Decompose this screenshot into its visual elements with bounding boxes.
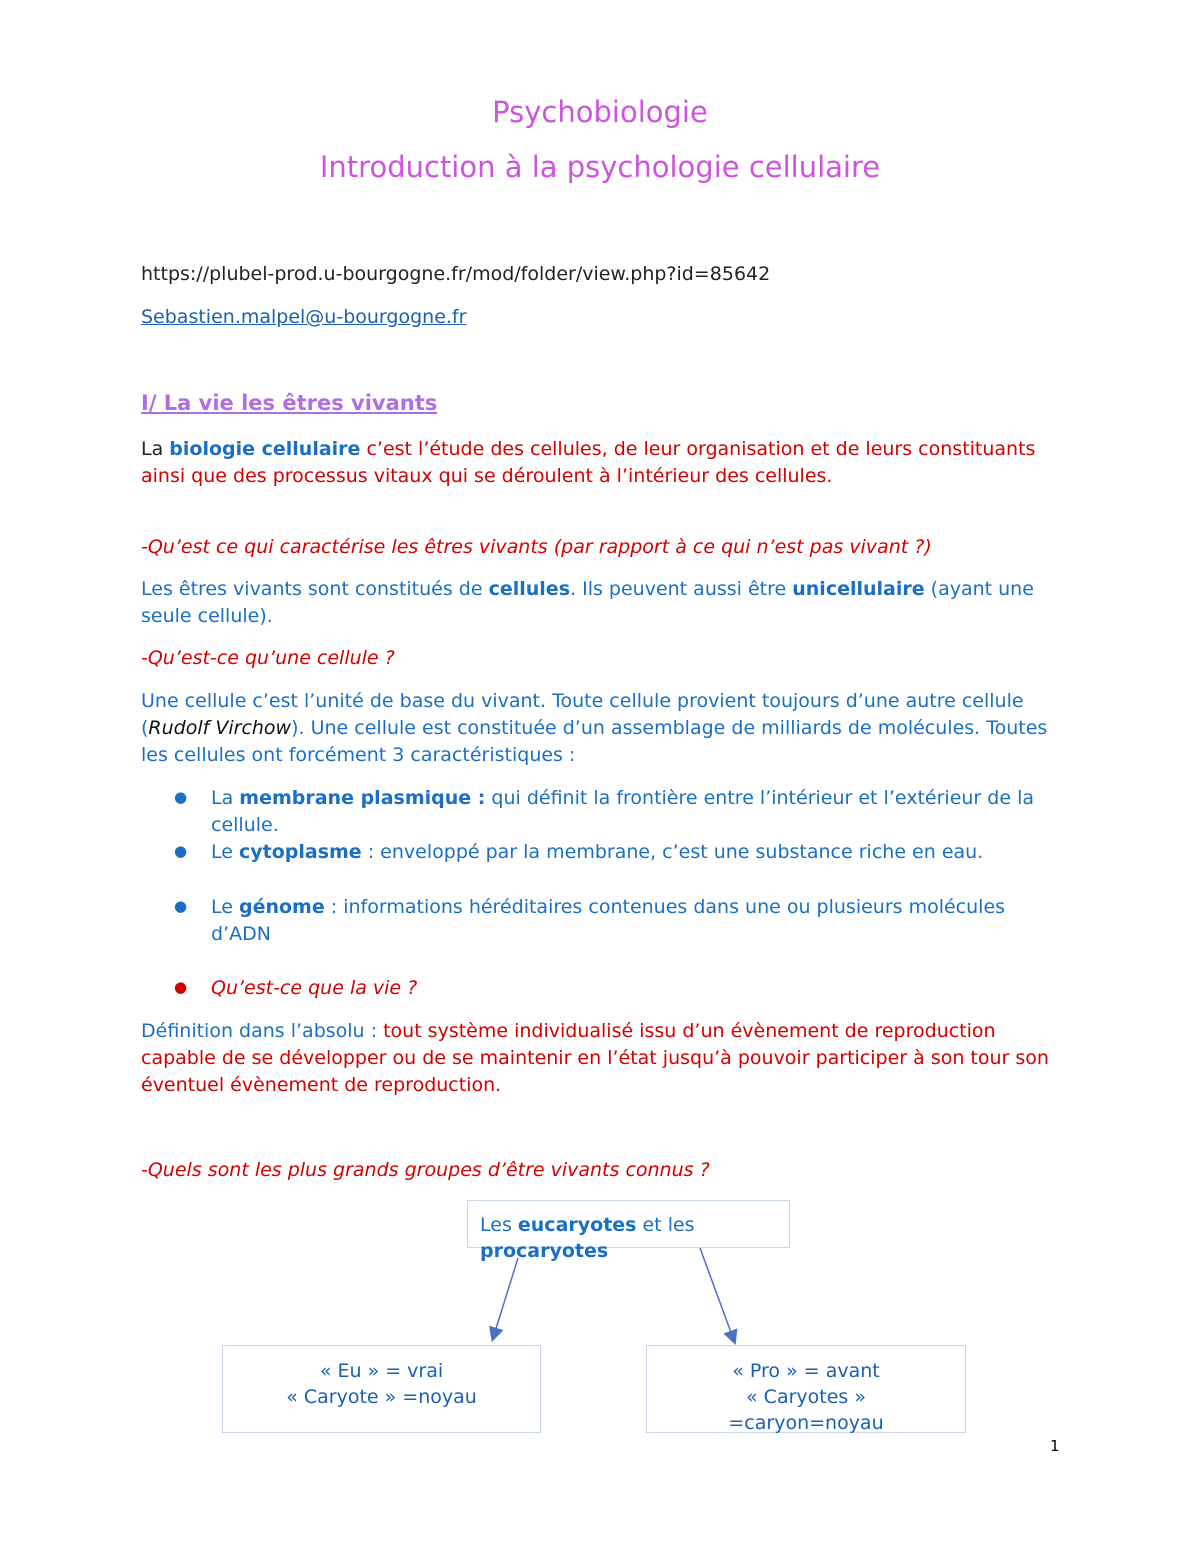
diagram-right-line2: « Caryotes » (746, 1386, 866, 1408)
paragraph-text: (ayant une seule cellule). (141, 578, 1034, 627)
diagram-text: et les (636, 1214, 695, 1236)
term-procaryotes: procaryotes (480, 1240, 609, 1262)
paragraph-text: . Ils peuvent aussi être (570, 578, 793, 600)
bullet-text: : informations héréditaires contenues dans une ou plusieurs molécules d’ADN (211, 896, 1006, 945)
diagram-right-line1: « Pro » = avant (732, 1360, 880, 1382)
question-1: -Qu’est ce qui caractérise les êtres vivants (par rapport à ce qui n’est pas vivant ?) (141, 536, 932, 558)
section-heading: I/ La vie les êtres vivants (141, 391, 438, 415)
diagram-left-line1: « Eu » = vrai (319, 1360, 444, 1382)
paragraph-text: c’est l’étude des cellules, de leur organisation et de leurs constituants ainsi que des processus vitaux qui se déroulent à l’intérieur des cellules. (141, 438, 1036, 487)
arrow-right (700, 1248, 733, 1338)
term-genome: génome (238, 896, 325, 918)
bullet-icon: ● (174, 978, 188, 996)
bullet-icon: ● (174, 897, 188, 915)
bullet-icon: ● (174, 788, 188, 806)
paragraph-text: tout système individualisé issu d’un évènement de reproduction capable de se développer ou de se maintenir en l’état jusqu’à pouvoir participer à son tour son éventuel évènement de reproduction. (141, 1020, 1049, 1096)
term-membrane: membrane plasmique : (239, 787, 486, 809)
term-unicellulaire: unicellulaire (792, 578, 925, 600)
document-title: Psychobiologie (492, 95, 708, 129)
term-cellules: cellules (488, 578, 571, 600)
bullet-text: La (211, 787, 240, 809)
page-number: 1 (1050, 1437, 1060, 1455)
diagram-left-box (222, 1345, 541, 1433)
question-4: -Quels sont les plus grands groupes d’être vivants connus ? (141, 1159, 710, 1181)
paragraph-text: Une cellule c’est l’unité de base du vivant. Toute cellule provient toujours d’une autre cellule ( (141, 690, 1024, 739)
term-biologie-cellulaire: biologie cellulaire (169, 438, 361, 460)
bullet-icon: ● (174, 842, 188, 860)
term-cytoplasme: cytoplasme (238, 841, 362, 863)
name-rudolf-virchow: Rudolf Virchow (148, 717, 292, 739)
bullet-text: : enveloppé par la membrane, c’est une substance riche en eau. (361, 841, 984, 863)
paragraph-text: La (141, 438, 170, 460)
document-subtitle: Introduction à la psychologie cellulaire (319, 150, 881, 184)
term-eucaryotes: eucaryotes (517, 1214, 637, 1236)
course-url[interactable]: https://plubel-prod.u-bourgogne.fr/mod/folder/view.php?id=85642 (141, 263, 771, 285)
diagram-right-box (646, 1345, 966, 1433)
diagram-left-line2: « Caryote » =noyau (286, 1386, 477, 1408)
paragraph-text: Les êtres vivants sont constitués de (141, 578, 489, 600)
bullet-text: qui définit la frontière entre l’intérieur et l’extérieur de la cellule. (211, 787, 1034, 836)
question-2: -Qu’est-ce qu’une cellule ? (141, 647, 395, 669)
arrow-left (494, 1258, 518, 1335)
bullet-text: Le (211, 896, 239, 918)
paragraph-text: Définition dans l’absolu : (141, 1020, 384, 1042)
bullet-text: Le (211, 841, 239, 863)
email-link[interactable]: Sebastien.malpel@u-bourgogne.fr (141, 306, 467, 328)
question-3: Qu’est-ce que la vie ? (211, 977, 418, 999)
diagram-text: Les (480, 1214, 518, 1236)
diagram-right-line3: =caryon=noyau (728, 1412, 884, 1434)
paragraph-text: ). Une cellule est constituée d’un assemblage de milliards de molécules. Toutes les cellules ont forcément 3 caractéristiques : (141, 717, 1048, 766)
